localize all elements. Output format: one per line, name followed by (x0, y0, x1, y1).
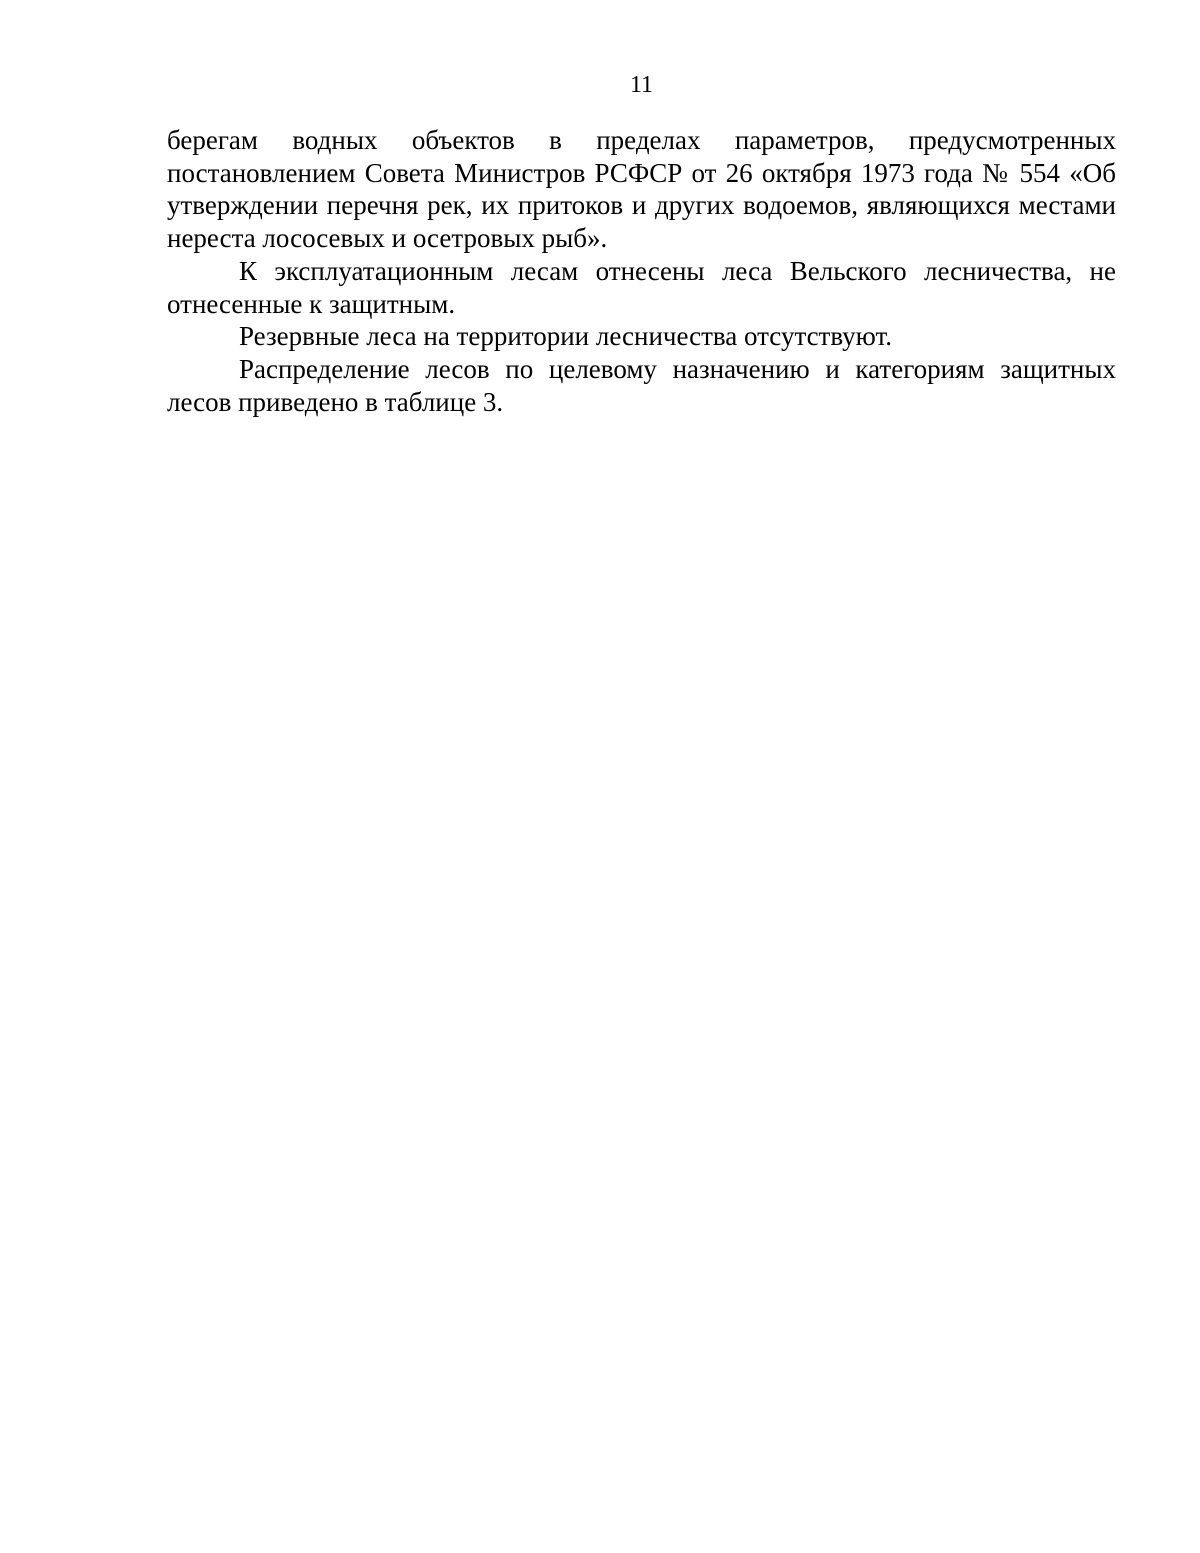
paragraph-distribution-table-reference: Распределение лесов по целевому назначению и категориям защитных лесов приведено в таблице 3. (167, 353, 1116, 417)
document-body (167, 124, 1116, 418)
paragraph-spawning-grounds: берегам водных объектов в пределах параметров, предусмотренных постановлением Совета Министров РСФСР от 26 октября 1973 года № 554 «Об утверждении перечня рек, их притоков и других водоемов, являющихся местами нереста лососевых и осетровых рыб». (167, 125, 1116, 254)
paragraph-reserve-forests: Резервные леса на территории лесничества отсутствуют. (239, 321, 893, 352)
paragraph-exploitation-forests: К эксплуатационным лесам отнесены леса Вельского лесничества, не отнесенные к защитным. (167, 255, 1116, 319)
page-number: 11 (629, 72, 654, 98)
